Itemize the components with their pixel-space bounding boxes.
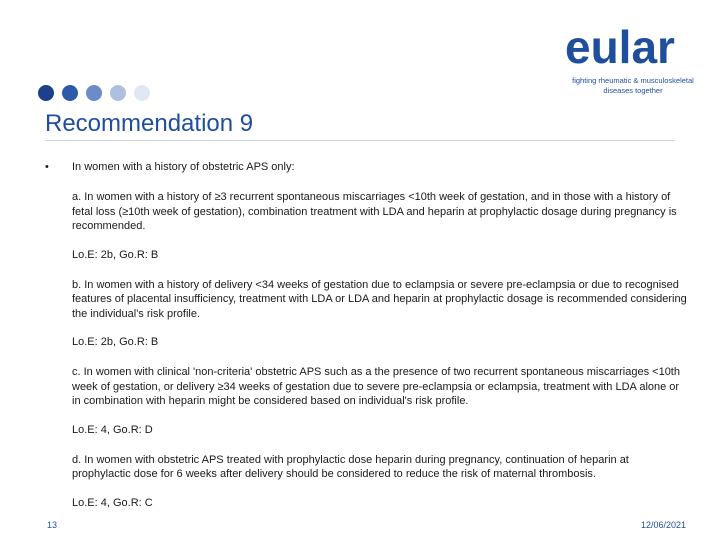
slide-date: 12/06/2021 — [640, 520, 686, 530]
item-text: In women with obstetric APS treated with prophylactic dose heparin during pregnancy, continuation of heparin at prophylactic dose for 6 weeks after delivery should be considered to reduce the risk of maternal thrombosis. — [72, 453, 629, 480]
item-text: In women with a history of delivery <34 weeks of gestation due to eclampsia or severe pre-eclampsia or due to recognised features of placental insufficiency, treatment with LDA or LDA and heparin at prophylactic dosage is recommended considering the individual's risk profile. — [72, 278, 687, 320]
title-divider — [45, 140, 675, 141]
item-letter: d. — [72, 453, 82, 466]
item-letter: b. — [72, 278, 82, 291]
loe-c: Lo.E: 4, Go.R: D — [72, 423, 153, 436]
loe-b: Lo.E: 2b, Go.R: B — [72, 336, 159, 348]
item-text: In women with clinical 'non-criteria' obstetric APS such as a the presence of two recurrent spontaneous miscarriages <10th week of gestation, or delivery ≥34 weeks of gestation due to severe pre-eclampsia or eclampsia, treatment with LDA alone or in combination with heparin might be considered based on individual's risk profile. — [72, 366, 680, 407]
loe-d: Lo.E: 4, Go.R: C — [72, 496, 153, 509]
dot-4 — [110, 85, 126, 101]
dot-3 — [86, 85, 102, 101]
eular-logo — [555, 22, 705, 102]
bullet-glyph: • — [45, 161, 49, 173]
item-text: In women with a history of ≥3 recurrent spontaneous miscarriages <10th week of gestation, and in those with a history of fetal loss (≥10th week of gestation), combination treatment with LDA and heparin at prophylactic dosage during pregnancy is recommended. — [72, 191, 677, 232]
page-number: 13 — [47, 520, 58, 530]
logo-tagline-line2: diseases together — [603, 86, 663, 95]
item-letter: c. — [72, 366, 81, 378]
dot-1 — [38, 85, 54, 101]
dot-5 — [134, 85, 150, 101]
recommendation-c — [72, 365, 690, 409]
intro-bullet — [45, 160, 695, 180]
recommendation-b — [72, 278, 690, 322]
intro-text: In women with a history of obstetric APS only: — [72, 161, 295, 173]
logo-tagline — [563, 76, 703, 96]
loe-a: Lo.E: 2b, Go.R: B — [72, 248, 159, 261]
slide-title: Recommendation 9 — [45, 110, 254, 137]
dot-2 — [62, 85, 78, 101]
logo-wordmark: eular — [565, 21, 675, 73]
recommendation-a — [72, 190, 690, 234]
logo-tagline-line1: fighting rheumatic & musculoskeletal — [572, 76, 694, 85]
slide-content — [45, 160, 695, 510]
item-letter: a. — [72, 191, 82, 203]
recommendation-d — [72, 453, 690, 482]
